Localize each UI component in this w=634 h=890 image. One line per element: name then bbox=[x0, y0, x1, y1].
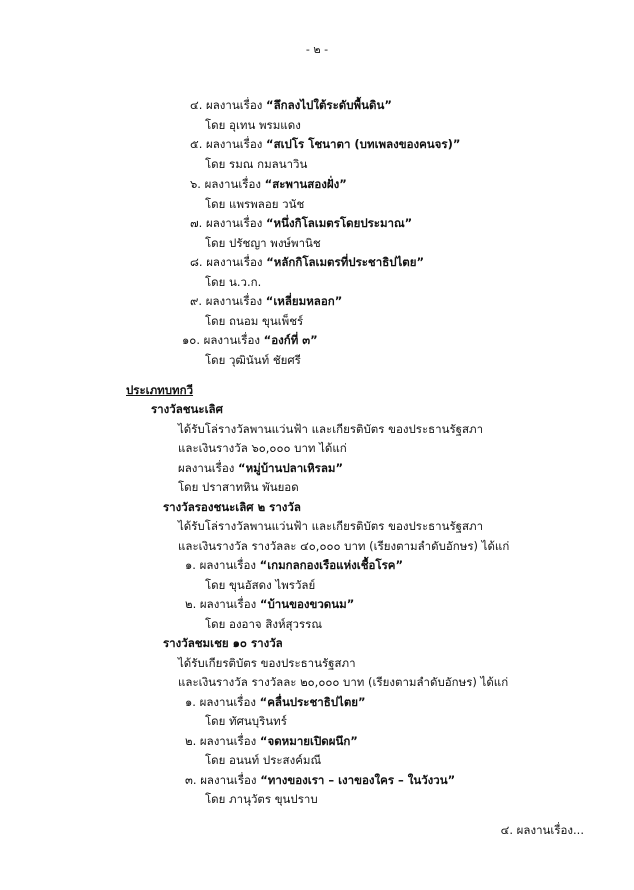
winner-heading: รางวัลชนะเลิศ bbox=[151, 402, 223, 416]
entry-title: “เหลี่ยมหลอก” bbox=[265, 294, 343, 308]
entry-title: “เกมกลกองเรือแห่งเชื้อโรค” bbox=[259, 558, 404, 572]
entry-number: ๑. bbox=[185, 558, 196, 572]
honorable-entry-1-author: โดย ทัศนบุรินทร์ bbox=[205, 714, 287, 728]
entry-prefix: ผลงานเรื่อง bbox=[178, 461, 235, 475]
entry-number: ๗. bbox=[190, 216, 203, 230]
entry-number: ๙. bbox=[190, 294, 203, 308]
entry-6 bbox=[190, 177, 347, 191]
entry-9-author: โดย ถนอม ขุนเพ็ชร์ bbox=[205, 314, 304, 328]
entry-7-author: โดย ปรัชญา พงษ์พานิช bbox=[205, 236, 321, 250]
honorable-entry-1 bbox=[185, 695, 366, 709]
entry-prefix: ผลงานเรื่อง bbox=[199, 695, 256, 709]
entry-prefix: ผลงานเรื่อง bbox=[206, 255, 263, 269]
entry-prefix: ผลงานเรื่อง bbox=[199, 734, 257, 748]
entry-7 bbox=[190, 216, 412, 230]
entry-prefix: ผลงานเรื่อง bbox=[199, 597, 257, 611]
entry-title: “สเปโร โชนาตา (บทเพลงของคนจร)” bbox=[266, 137, 461, 151]
entry-title: “หนึ่งกิโลเมตรโดยประมาณ” bbox=[265, 216, 413, 230]
entry-title: “ลึกลงไปใต้ระดับพื้นดิน” bbox=[266, 98, 392, 112]
entry-title: “สะพานสองฝั่ง” bbox=[264, 177, 347, 191]
runner-up-line1: ได้รับโล่รางวัลพานแว่นฟ้า และเกียรติบัตร ของประธานรัฐสภา bbox=[178, 519, 484, 533]
entry-title: “หลักกิโลเมตรที่ประชาธิปไตย” bbox=[266, 255, 425, 269]
entry-number: ๒. bbox=[185, 734, 197, 748]
section-title: ประเภทบทกวี bbox=[126, 383, 194, 397]
runner-up-entry-1 bbox=[185, 558, 403, 572]
honorable-line2: และเงินรางวัล รางวัลละ ๒๐,๐๐๐ บาท (เรียงตามลำดับอักษร) ได้แก่ bbox=[178, 675, 509, 689]
entry-prefix: ผลงานเรื่อง bbox=[205, 294, 263, 308]
runner-up-line2: และเงินรางวัล รางวัลละ ๔๐,๐๐๐ บาท (เรียงตามลำดับอักษร) ได้แก่ bbox=[178, 539, 510, 553]
honorable-heading: รางวัลชมเชย ๑๐ รางวัล bbox=[163, 636, 283, 650]
continuation-footer: ๔. ผลงานเรื่อง... bbox=[500, 823, 584, 837]
entry-prefix: ผลงานเรื่อง bbox=[203, 333, 260, 347]
runner-up-heading: รางวัลรองชนะเลิศ ๒ รางวัล bbox=[163, 500, 301, 514]
entry-title: “บ้านของขวดนม” bbox=[259, 597, 355, 611]
page-number: - ๒ - bbox=[305, 43, 329, 56]
entry-number: ๖. bbox=[190, 177, 201, 191]
entry-title: “ทางของเรา – เงาของใคร – ในวังวน” bbox=[260, 773, 456, 787]
winner-author: โดย ปราสาทหิน พันยอด bbox=[178, 480, 299, 494]
entry-prefix: ผลงานเรื่อง bbox=[199, 558, 256, 572]
entry-number: ๔. bbox=[190, 98, 203, 112]
entry-number: ๑. bbox=[185, 695, 196, 709]
entry-number: ๘. bbox=[190, 255, 203, 269]
runner-up-entry-1-author: โดย ขุนอัสดง ไพรวัลย์ bbox=[205, 578, 316, 592]
entry-prefix: ผลงานเรื่อง bbox=[200, 773, 257, 787]
entry-prefix: ผลงานเรื่อง bbox=[204, 177, 261, 191]
entry-number: ๕. bbox=[190, 137, 203, 151]
entry-8-author: โดย น.ว.ก. bbox=[205, 275, 262, 289]
runner-up-entry-2-author: โดย องอาจ สิงห์สุวรรณ bbox=[205, 617, 323, 631]
honorable-entry-3-author: โดย ภานุวัตร ขุนปราบ bbox=[205, 792, 318, 806]
entry-4 bbox=[190, 98, 392, 112]
entry-10 bbox=[182, 333, 318, 347]
entry-prefix: ผลงานเรื่อง bbox=[206, 137, 263, 151]
entry-4-author: โดย อุเทน พรมแดง bbox=[205, 118, 301, 132]
entry-number: ๒. bbox=[185, 597, 197, 611]
runner-up-entry-2 bbox=[185, 597, 354, 611]
winner-line2: และเงินรางวัล ๖๐,๐๐๐ บาท ได้แก่ bbox=[178, 441, 347, 455]
honorable-entry-2 bbox=[185, 734, 358, 748]
entry-number: ๓. bbox=[185, 773, 197, 787]
entry-title: “จดหมายเปิดผนึก” bbox=[259, 734, 358, 748]
entry-prefix: ผลงานเรื่อง bbox=[205, 216, 263, 230]
entry-title: “คลื่นประชาธิปไตย” bbox=[259, 695, 366, 709]
honorable-entry-2-author: โดย อนนท์ ประสงค์มณี bbox=[205, 753, 322, 767]
entry-5-author: โดย รมณ กมลนาวิน bbox=[205, 157, 308, 171]
entry-9 bbox=[190, 294, 342, 308]
entry-number: ๑๐. bbox=[182, 333, 200, 347]
entry-title: “หมู่บ้านปลาเหิรลม” bbox=[238, 461, 344, 475]
entry-6-author: โดย แพรพลอย วนัช bbox=[205, 197, 305, 211]
entry-8 bbox=[190, 255, 424, 269]
entry-5 bbox=[190, 137, 460, 151]
honorable-line1: ได้รับเกียรติบัตร ของประธานรัฐสภา bbox=[178, 656, 356, 670]
entry-title: “องก์ที่ ๓” bbox=[263, 333, 318, 347]
entry-prefix: ผลงานเรื่อง bbox=[206, 98, 263, 112]
winner-line1: ได้รับโล่รางวัลพานแว่นฟ้า และเกียรติบัตร ของประธานรัฐสภา bbox=[178, 422, 484, 436]
honorable-entry-3 bbox=[185, 773, 455, 787]
entry-10-author: โดย วุฒินันท์ ชัยศรี bbox=[205, 353, 301, 367]
winner-work bbox=[178, 461, 343, 475]
